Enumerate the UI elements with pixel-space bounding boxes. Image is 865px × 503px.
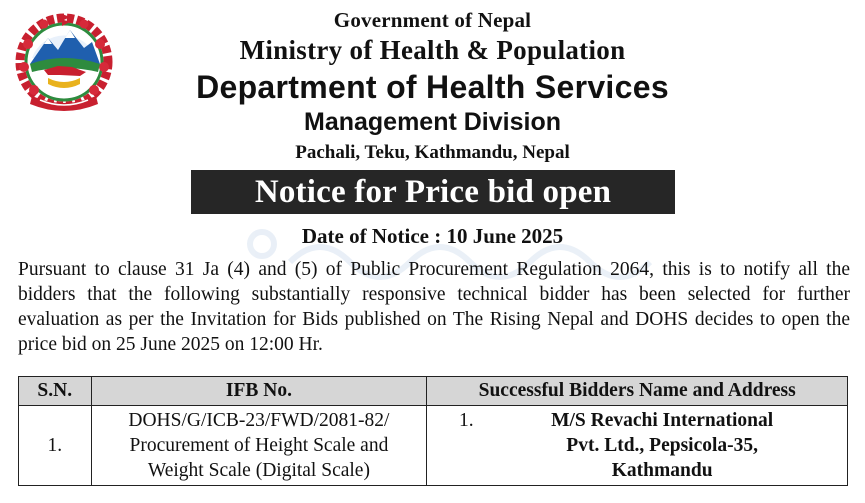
- bidder-line: M/S Revachi International: [551, 410, 774, 431]
- government-name: Government of Nepal: [333, 8, 532, 32]
- row-sn: 1.: [19, 406, 92, 486]
- notice-title: Notice for Price bid open: [191, 170, 675, 214]
- table-row: [19, 406, 848, 486]
- header-sn: S.N.: [19, 377, 92, 406]
- department-name: Department of Health Services: [196, 69, 669, 105]
- ifb-line: Weight Scale (Digital Scale): [147, 460, 370, 481]
- row-bidder: [427, 406, 848, 486]
- ifb-line: DOHS/G/ICB-23/FWD/2081-82/: [128, 410, 390, 431]
- row-ifb: [91, 406, 427, 486]
- notice-body: Pursuant to clause 31 Ja (4) and (5) of Public Procurement Regulation 2064, this is to notify all the bidders that the following substantially responsive technical bidder has been selected for further evaluation as per the Invitation for Bids published on The Rising Nepal and DOHS decides to open the price bid on 25 June 2025 on 12:00 Hr.: [18, 259, 850, 355]
- header-bidder: Successful Bidders Name and Address: [427, 377, 848, 406]
- ministry-name: Ministry of Health & Population: [239, 35, 626, 65]
- ifb-line: Procurement of Height Scale and: [129, 435, 389, 456]
- table-header-row: [19, 377, 848, 406]
- bidder-number: 1.: [459, 410, 474, 431]
- header-ifb: IFB No.: [91, 377, 427, 406]
- bidder-line: Kathmandu: [611, 460, 713, 481]
- division-name: Management Division: [304, 108, 561, 136]
- bidder-line: Pvt. Ltd., Pepsicola-35,: [566, 435, 759, 456]
- notice-date: Date of Notice : 10 June 2025: [301, 224, 564, 248]
- bidder-name-address: [501, 408, 843, 483]
- office-address: Pachali, Teku, Kathmandu, Nepal: [295, 142, 570, 163]
- bid-results-table: [18, 376, 848, 486]
